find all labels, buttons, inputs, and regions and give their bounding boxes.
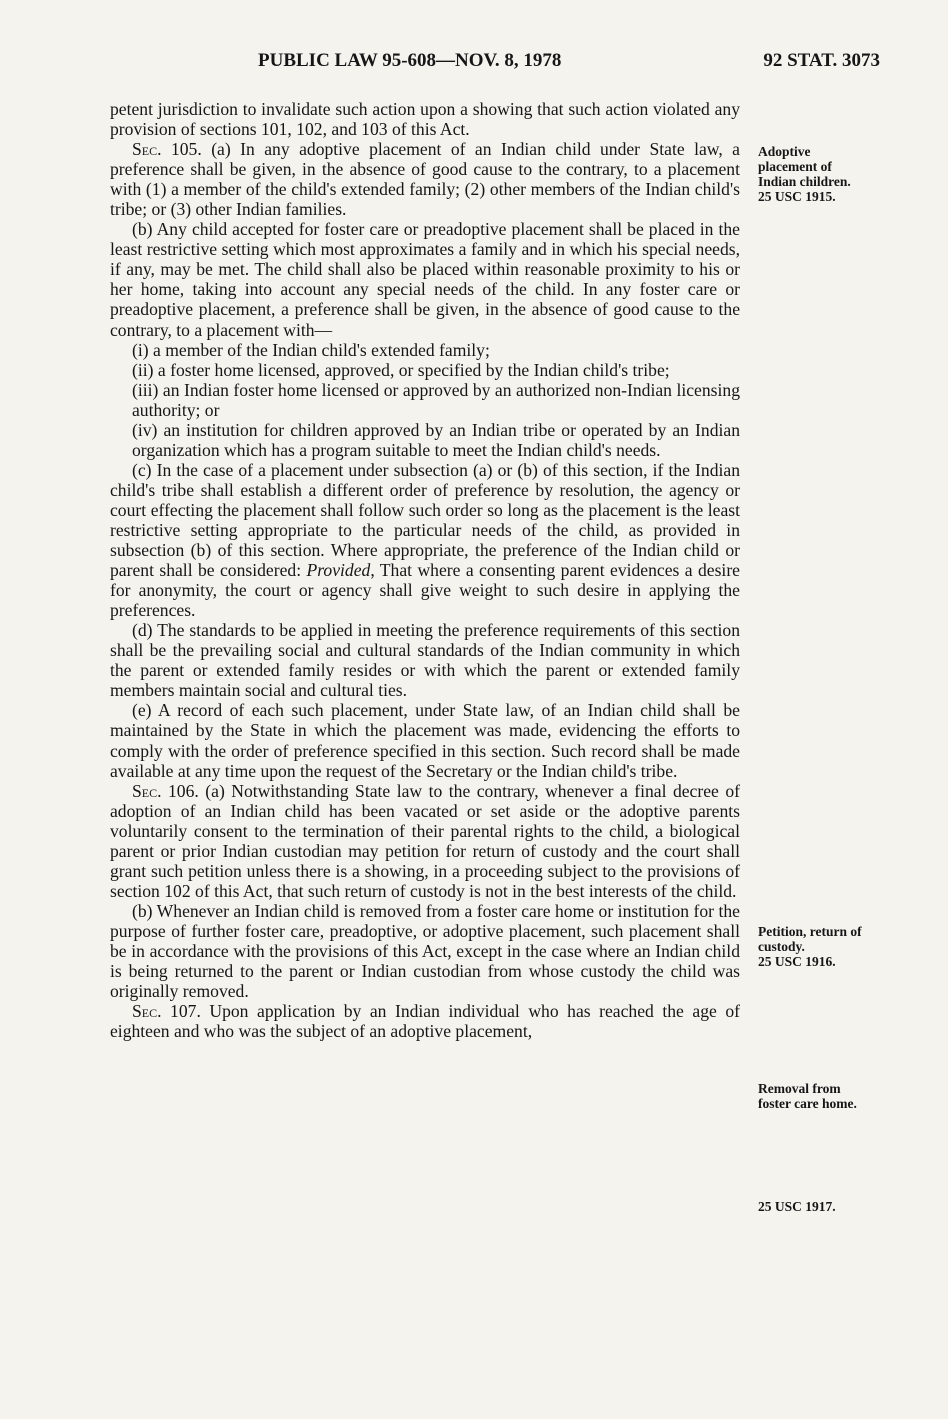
law-text-body (110, 99, 740, 1041)
section-107: Sec. 107. Upon application by an Indian individual who has reached the age of eighteen and who was the subject of an adoptive placement, (110, 1001, 740, 1042)
paragraph-continuation: petent jurisdiction to invalidate such action upon a showing that such action violated any provision of sections 101, 102, and 103 of this Act. (110, 99, 740, 140)
margin-note-adoptive-placement: Adoptive placement of Indian children. 25 USC 1915. (758, 144, 851, 204)
statute-page-number: 92 STAT. 3073 (763, 50, 880, 71)
section-105-d: (d) The standards to be applied in meeting the preference requirements of this section shall be the prevailing social and cultural standards of the Indian community in which the parent or extended family resides or with which the parent or extended family members maintain social and cultural ties. (110, 620, 740, 701)
section-106-b: (b) Whenever an Indian child is removed from a foster care home or institution for the purpose of further foster care, preadoptive, or adoptive placement, such placement shall be in accordance with the provisions of this Act, except in the case where an Indian child is being returned to the parent or Indian custodian from whose custody the child was originally removed. (110, 900, 740, 1002)
page-header (0, 50, 948, 80)
section-105-b: (b) Any child accepted for foster care or preadoptive placement shall be placed in the least restrictive setting which most approximates a family and in which his special needs, if any, may be met. The child shall also be placed within reasonable proximity to his or her home, taking into account any special needs of the child. In any foster care or preadoptive placement, a preference shall be given, in the absence of good cause to the contrary, to a placement with— (110, 219, 740, 340)
section-105-e: (e) A record of each such placement, under State law, of an Indian child shall be maintained by the State in which the placement was made, evidencing the efforts to comply with the order of preference specified in this section. Such record shall be made available at any time upon the request of the Secretary or the Indian child's tribe. (110, 700, 740, 781)
list-item-ii: (ii) a foster home licensed, approved, or specified by the Indian child's tribe; (132, 359, 670, 380)
list-item-iv: (iv) an institution for children approved by an Indian tribe or operated by an Indian organization which has a program suitable to meet the Indian child's needs. (132, 419, 740, 460)
margin-note-usc-1917: 25 USC 1917. (758, 1199, 836, 1214)
section-105-a: Sec. 105. (a) In any adoptive placement of an Indian child under State law, a preference shall be given, in the absence of good cause to the contrary, to a placement with (1) a member of the child's extended family; (2) other members of the Indian child's tribe; or (3) other Indian families. (110, 139, 740, 220)
section-label: Sec. 105. (132, 139, 202, 160)
list-item-iii: (iii) an Indian foster home licensed or approved by an authorized non-Indian licensing authority; or (132, 379, 740, 420)
section-label: Sec. 106. (132, 780, 199, 801)
section-label: Sec. 107. (132, 1001, 201, 1022)
margin-note-petition-return: Petition, return of custody. 25 USC 1916. (758, 924, 862, 969)
margin-note-removal: Removal from foster care home. (758, 1081, 857, 1111)
section-105-c: (c) In the case of a placement under subsection (a) or (b) of this section, if the Indian child's tribe shall establish a different order of preference by resolution, the agency or court effecting the placement shall follow such order so long as the placement is the least restrictive setting appropriate to the particular needs of the child, as provided in subsection (b) of this section. Where appropriate, the preference of the Indian child or parent shall be considered: Provided, That where a consenting parent evidences a desire for anonymity, the court or agency shall give weight to such desire in applying the preferences. (110, 459, 740, 621)
header-title: PUBLIC LAW 95-608—NOV. 8, 1978 (258, 50, 562, 71)
list-item-i: (i) a member of the Indian child's extended family; (132, 339, 490, 360)
section-106-a: Sec. 106. (a) Notwithstanding State law to the contrary, whenever a final decree of adoption of an Indian child has been vacated or set aside or the adoptive parents voluntarily consent to the termination of their parental rights to the child, a biological parent or prior Indian custodian may petition for return of custody and the court shall grant such petition unless there is a showing, in a proceeding subject to the provisions of section 102 of this Act, that such return of custody is not in the best interests of the child. (110, 780, 740, 901)
